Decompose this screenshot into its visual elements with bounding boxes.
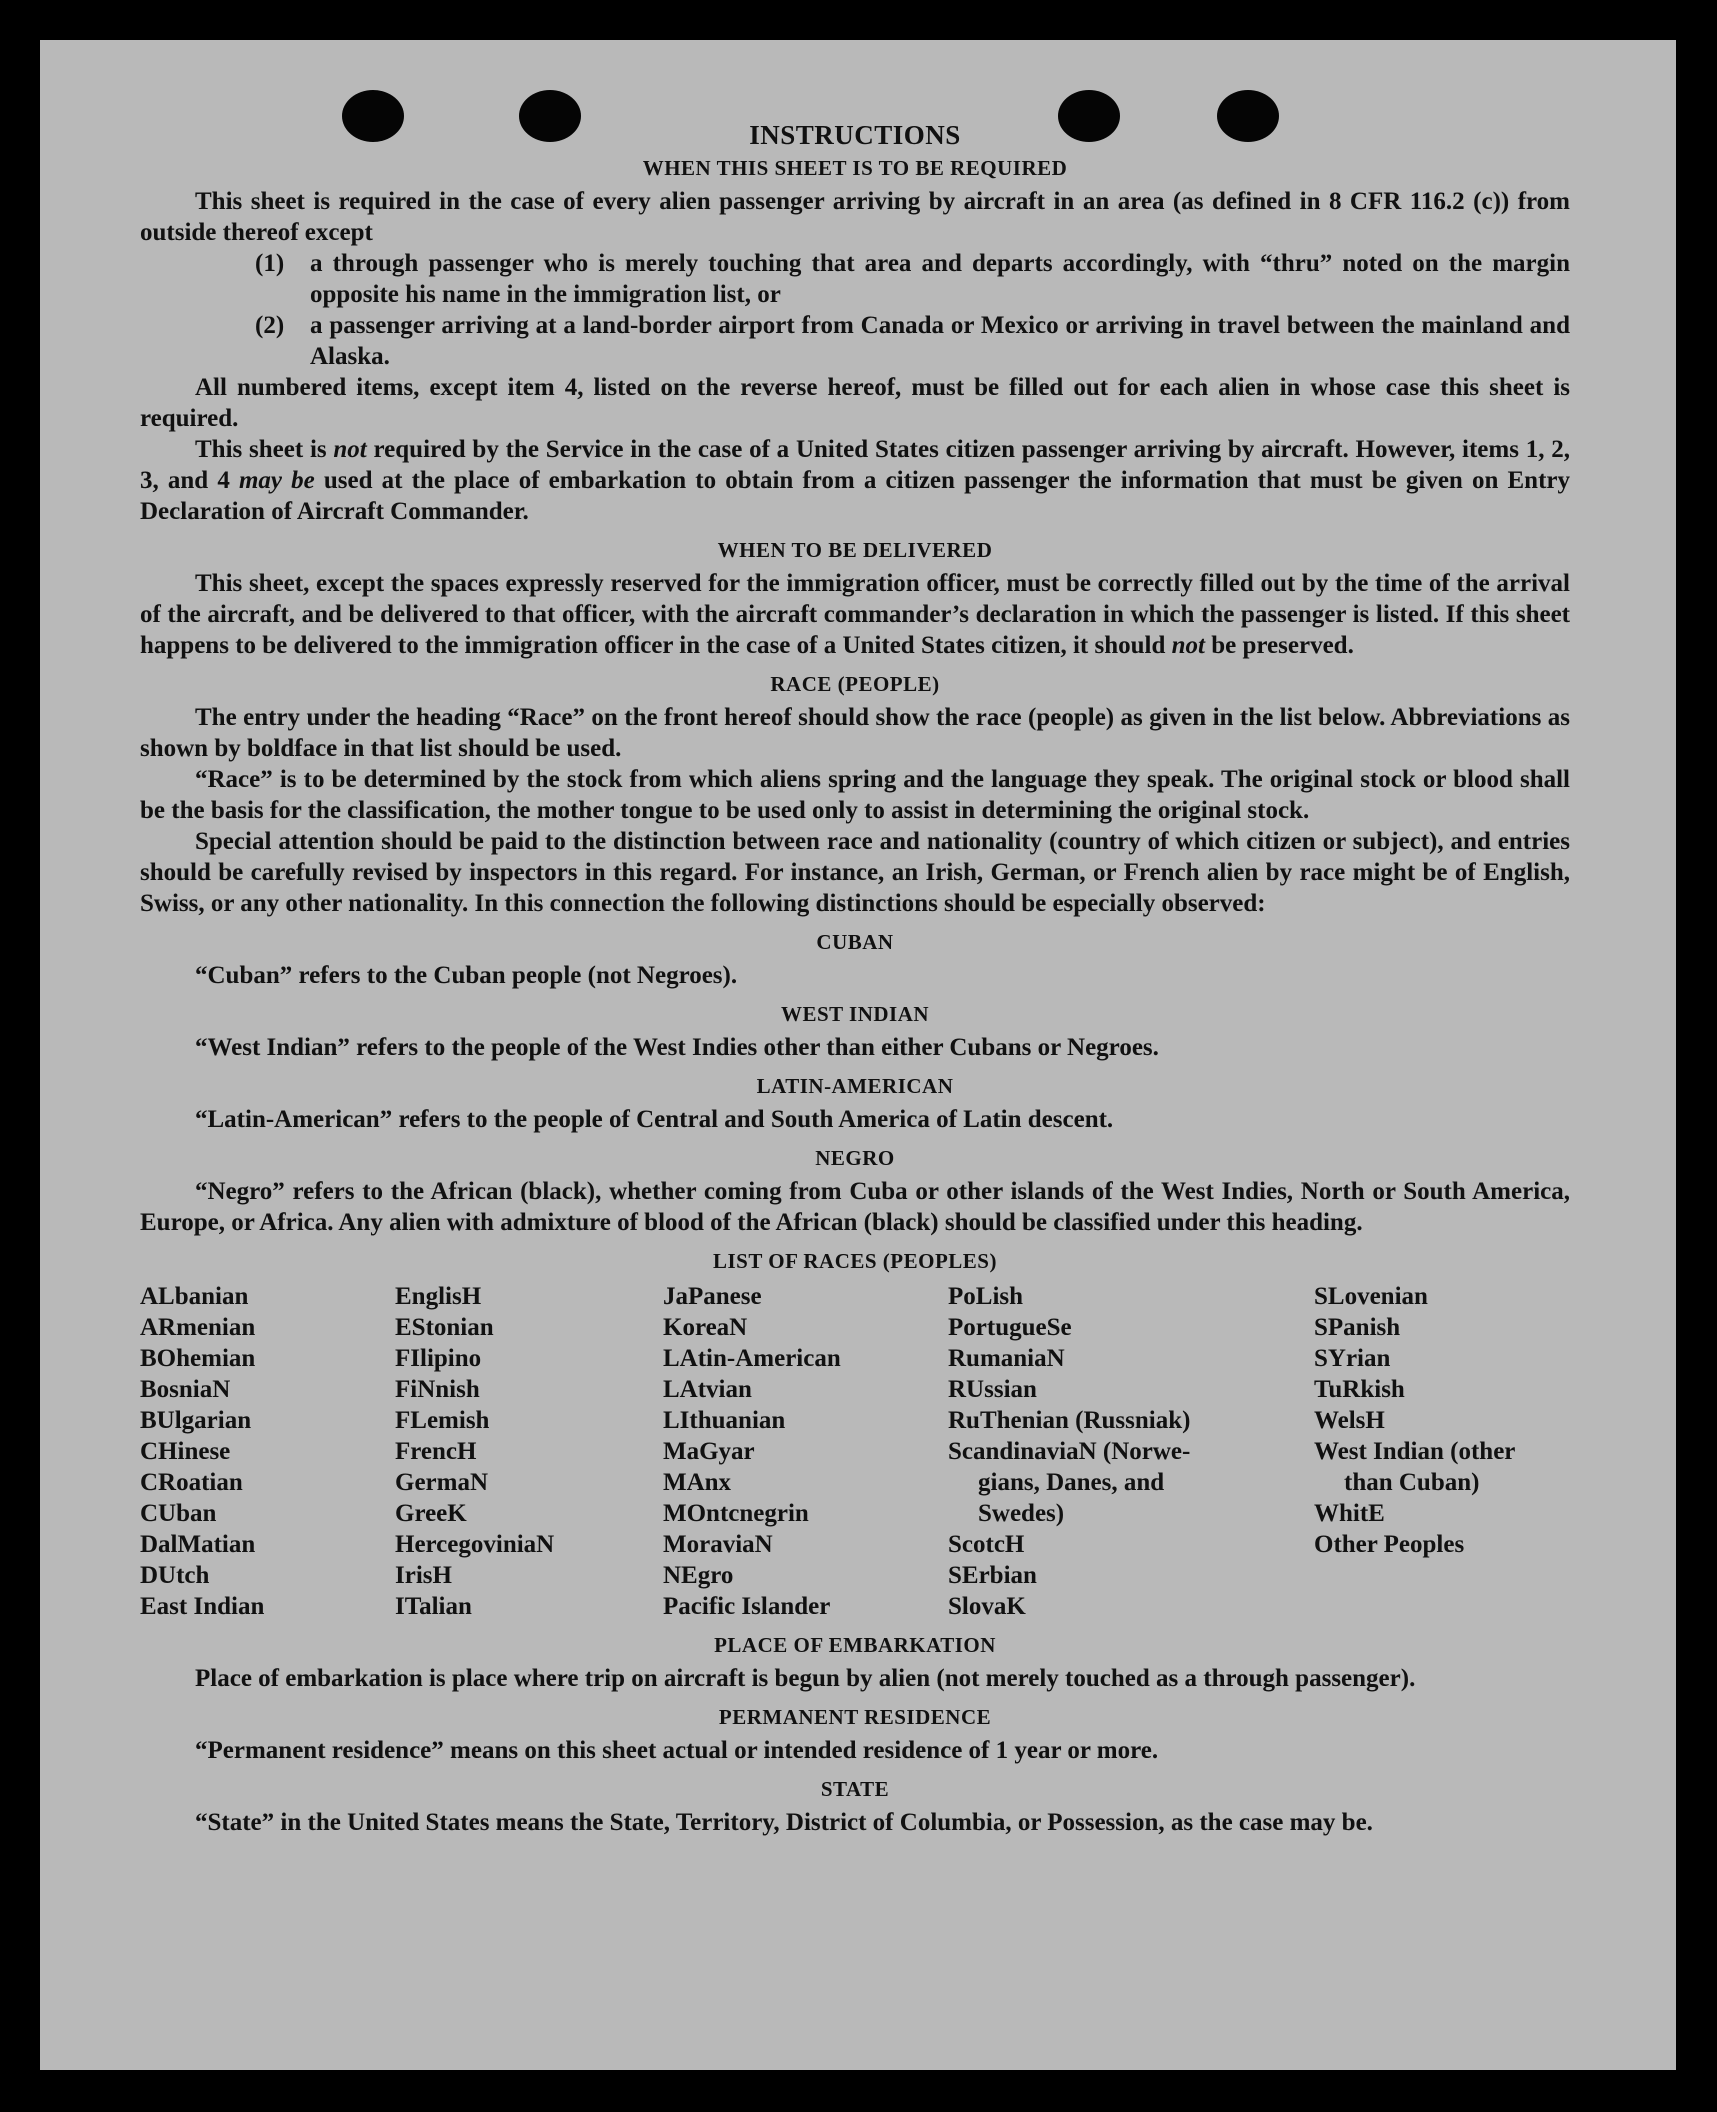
heading-latin-american: LATIN-AMERICAN	[756, 1074, 954, 1098]
race-entry: LAtvian	[663, 1376, 752, 1403]
race-entry: SYrian	[1314, 1345, 1391, 1372]
race-entry: TuRkish	[1314, 1376, 1405, 1403]
race-entry: SPanish	[1314, 1314, 1401, 1341]
races-list	[140, 1281, 1570, 1622]
race-entry: ITalian	[395, 1593, 472, 1620]
race-entry: West Indian (other	[1314, 1438, 1516, 1465]
race-entry: HercegoviniaN	[395, 1531, 555, 1558]
item-number: (2)	[255, 312, 285, 339]
race-entry: FiNnish	[395, 1376, 480, 1403]
race-entry-continued: Swedes)	[978, 1500, 1065, 1527]
list-item	[255, 248, 1570, 310]
race-entry: NEgro	[663, 1562, 734, 1589]
heading-race: RACE (PEOPLE)	[770, 672, 940, 696]
race-entry: BOhemian	[140, 1345, 256, 1372]
races-column-3	[663, 1281, 948, 1622]
heading-state: STATE	[820, 1777, 890, 1801]
race-entry: IrisH	[395, 1562, 452, 1589]
paragraph: “Latin-American” refers to the people of Central and South America of Latin descent.	[195, 1106, 1114, 1133]
paragraph	[140, 568, 1570, 661]
race-entry: Pacific Islander	[663, 1593, 831, 1620]
text-run: used at the place of embarkation to obtain from a citizen passenger the information that must be given on Entry Declaration of Aircraft Commander.	[140, 467, 1570, 525]
race-entry: GermaN	[395, 1469, 489, 1496]
heading-required: WHEN THIS SHEET IS TO BE REQUIRED	[642, 156, 1068, 180]
item-number: (1)	[255, 250, 285, 277]
race-entry: Other Peoples	[1314, 1531, 1465, 1558]
race-entry: FrencH	[395, 1438, 477, 1465]
race-entry: DUtch	[140, 1562, 210, 1589]
paragraph: “West Indian” refers to the people of the West Indies other than either Cubans or Negroes.	[195, 1034, 1159, 1061]
paragraph: “Permanent residence” means on this sheet actual or intended residence of 1 year or more.	[195, 1737, 1159, 1764]
heading-cuban: CUBAN	[816, 930, 894, 954]
paragraph: “Negro” refers to the African (black), whether coming from Cuba or other islands of the West Indies, North or South America, Europe, or Africa. Any alien with admixture of blood of the African (black) should be classified under this heading.	[140, 1178, 1570, 1236]
race-entry: FIlipino	[395, 1345, 482, 1372]
paragraph: Special attention should be paid to the distinction between race and nationality (country of which citizen or subject), and entries should be carefully revised by inspectors in this regard. For instance, an Irish, German, or French alien by race might be of English, Swiss, or any other nationality. In this connection the following distinctions should be especially observed:	[140, 828, 1570, 917]
race-entry: CHinese	[140, 1438, 231, 1465]
race-entry: CUban	[140, 1500, 217, 1527]
heading-list-of-races: LIST OF RACES (PEOPLES)	[713, 1249, 997, 1273]
text-run: This sheet is	[195, 436, 334, 463]
race-entry: MOntcnegrin	[663, 1500, 809, 1527]
paragraph: The entry under the heading “Race” on the front hereof should show the race (people) as given in the list below. Abbreviations as shown by boldface in that list should be used.	[140, 704, 1570, 762]
race-entry: WhitE	[1314, 1500, 1385, 1527]
page-title: INSTRUCTIONS	[749, 120, 961, 150]
heading-embarkation: PLACE OF EMBARKATION	[714, 1633, 996, 1657]
race-entry: RuThenian (Russniak)	[948, 1407, 1191, 1434]
paragraph: Place of embarkation is place where trip on aircraft is begun by alien (not merely touched as a through passenger).	[195, 1665, 1416, 1692]
races-column-1	[140, 1281, 395, 1622]
race-entry: BosniaN	[140, 1376, 231, 1403]
race-entry: RumaniaN	[948, 1345, 1065, 1372]
race-entry: East Indian	[140, 1593, 265, 1620]
race-entry: PoLish	[948, 1283, 1024, 1310]
item-text: a through passenger who is merely touching that area and departs accordingly, with “thru” noted on the margin opposite his name in the immigration list, or	[310, 250, 1570, 308]
race-entry-continued: than Cuban)	[1344, 1469, 1480, 1496]
emphasis: not	[1171, 632, 1205, 659]
race-entry: EnglisH	[395, 1283, 482, 1310]
race-entry: DalMatian	[140, 1531, 256, 1558]
race-entry: WelsH	[1314, 1407, 1385, 1434]
race-entry: MaGyar	[663, 1438, 755, 1465]
race-entry: LAtin-American	[663, 1345, 841, 1372]
text-run: required by the Service in the case of a United States citizen passenger arriving by aircraft. However, items 1, 2, 3, and 4	[140, 436, 1570, 494]
race-entry: RUssian	[948, 1376, 1037, 1403]
heading-residence: PERMANENT RESIDENCE	[718, 1705, 992, 1729]
emphasis: not	[333, 436, 367, 463]
paragraph: All numbered items, except item 4, listed on the reverse hereof, must be filled out for each alien in whose case this sheet is required.	[140, 374, 1570, 432]
race-entry: ALbanian	[140, 1283, 249, 1310]
race-entry: ScandinaviaN (Norwe-	[948, 1438, 1191, 1465]
race-entry: GreeK	[395, 1500, 467, 1527]
text-run: be preserved.	[1205, 632, 1354, 659]
text-run: This sheet, except the spaces expressly reserved for the immigration officer, must be correctly filled out by the time of the arrival of the aircraft, and be delivered to that officer, with the aircraft commander’s declaration in which the passenger is listed. If this sheet happens to be delivered to the immigration officer in the case of a United States citizen, it should	[140, 570, 1570, 659]
race-entry: JaPanese	[663, 1283, 762, 1310]
race-entry: KoreaN	[663, 1314, 748, 1341]
instructions-body	[140, 120, 1570, 1838]
race-entry: MAnx	[663, 1469, 732, 1496]
race-entry: LIthuanian	[663, 1407, 786, 1434]
race-entry: SlovaK	[948, 1593, 1026, 1620]
race-entry: SErbian	[948, 1562, 1037, 1589]
emphasis: may be	[238, 467, 315, 494]
race-entry: CRoatian	[140, 1469, 243, 1496]
heading-west-indian: WEST INDIAN	[780, 1002, 930, 1026]
item-text: a passenger arriving at a land-border airport from Canada or Mexico or arriving in travel between the mainland and Alaska.	[310, 312, 1570, 370]
document-sheet	[40, 40, 1676, 2070]
paragraph	[140, 434, 1570, 527]
race-entry: SLovenian	[1314, 1283, 1428, 1310]
heading-delivered: WHEN TO BE DELIVERED	[717, 538, 993, 562]
race-entry: FLemish	[395, 1407, 490, 1434]
paragraph: “Cuban” refers to the Cuban people (not Negroes).	[195, 962, 738, 989]
race-entry: BUlgarian	[140, 1407, 252, 1434]
paragraph: “State” in the United States means the State, Territory, District of Columbia, or Possession, as the case may be.	[195, 1809, 1373, 1836]
race-entry-continued: gians, Danes, and	[978, 1469, 1165, 1496]
race-entry: MoraviaN	[663, 1531, 773, 1558]
list-item	[255, 310, 1570, 372]
race-entry: EStonian	[395, 1314, 494, 1341]
races-column-5	[1314, 1281, 1570, 1622]
race-entry: ARmenian	[140, 1314, 256, 1341]
races-column-4	[948, 1281, 1314, 1622]
paragraph: This sheet is required in the case of every alien passenger arriving by aircraft in an area (as defined in 8 CFR 116.2 (c)) from outside thereof except	[140, 188, 1570, 246]
paragraph: “Race” is to be determined by the stock from which aliens spring and the language they speak. The original stock or blood shall be the basis for the classification, the mother tongue to be used only to assist in determining the original stock.	[140, 766, 1570, 824]
races-column-2	[395, 1281, 663, 1622]
race-entry: ScotcH	[948, 1531, 1025, 1558]
heading-negro: NEGRO	[815, 1146, 895, 1170]
race-entry: PortugueSe	[948, 1314, 1072, 1341]
